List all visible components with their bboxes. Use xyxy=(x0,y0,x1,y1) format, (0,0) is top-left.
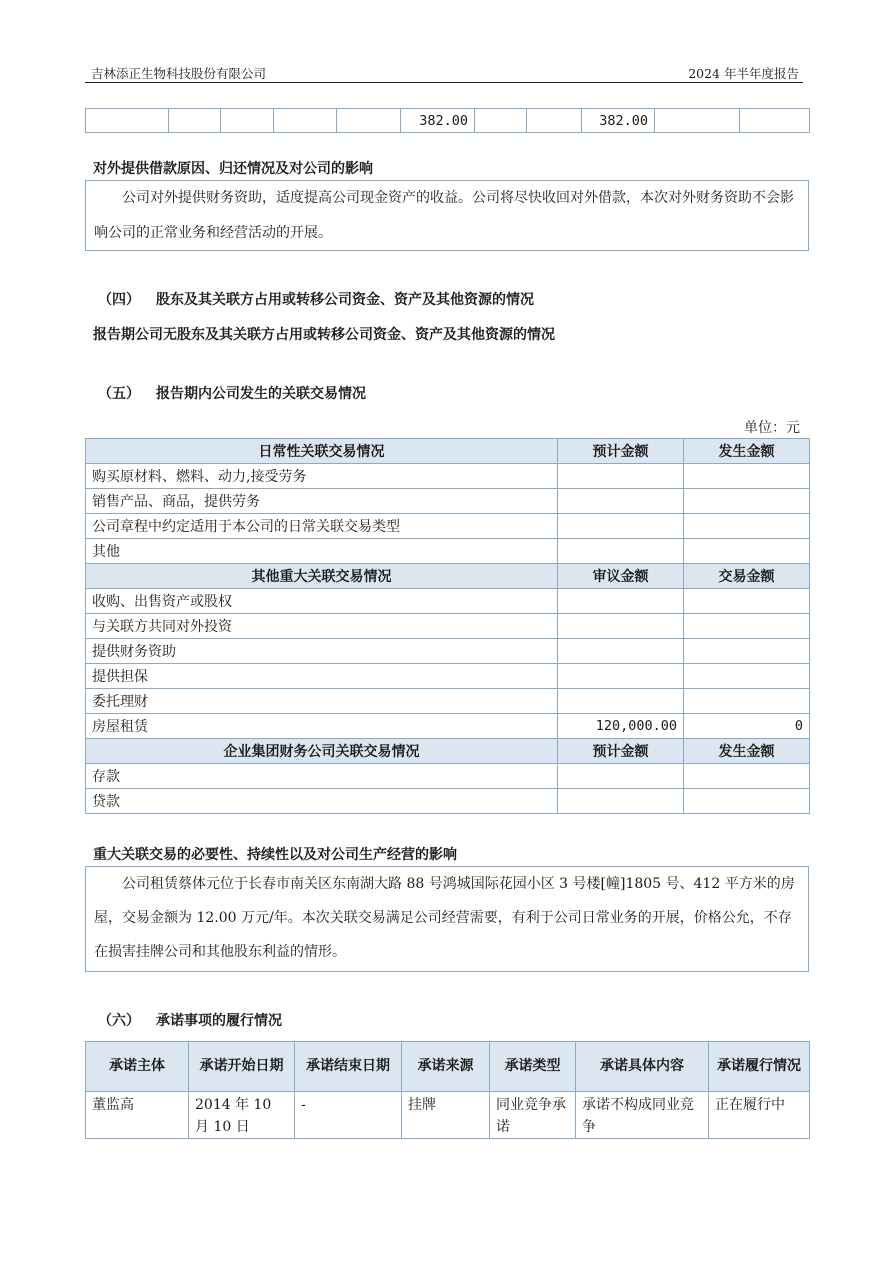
top-cell xyxy=(86,109,169,133)
amount-cell xyxy=(558,789,684,814)
amount-cell xyxy=(684,614,810,639)
section4-statement: 报告期公司无股东及其关联方占用或转移公司资金、资产及其他资源的情况 xyxy=(93,327,555,343)
column-header: 预计金额 xyxy=(558,739,684,764)
section6-number: （六） xyxy=(98,1013,140,1029)
top-cell xyxy=(740,109,810,133)
table-row xyxy=(86,614,810,639)
top-cell xyxy=(655,109,740,133)
page-header xyxy=(85,64,803,83)
row-label: 委托理财 xyxy=(86,689,558,714)
row-label: 购买原材料、燃料、动力,接受劳务 xyxy=(86,464,558,489)
amount-cell: 120,000.00 xyxy=(558,714,684,739)
related-transactions-table xyxy=(85,438,810,814)
row-label: 提供担保 xyxy=(86,664,558,689)
row-label: 公司章程中约定适用于本公司的日常关联交易类型 xyxy=(86,514,558,539)
column-header: 承诺开始日期 xyxy=(189,1042,295,1092)
section4-number: （四） xyxy=(98,292,140,308)
top-cell xyxy=(274,109,337,133)
table-row xyxy=(86,589,810,614)
column-header: 发生金额 xyxy=(684,739,810,764)
table-cell: 董监高 xyxy=(86,1092,189,1139)
section4-title: 股东及其关联方占用或转移公司资金、资产及其他资源的情况 xyxy=(156,292,534,308)
table-row xyxy=(86,764,810,789)
column-header: 其他重大关联交易情况 xyxy=(86,564,558,589)
amount-cell xyxy=(558,689,684,714)
column-header: 承诺来源 xyxy=(402,1042,490,1092)
amount-cell xyxy=(684,589,810,614)
column-header: 承诺主体 xyxy=(86,1042,189,1092)
table-cell: 挂牌 xyxy=(402,1092,490,1139)
table-row xyxy=(86,489,810,514)
company-name: 吉林添正生物科技股份有限公司 xyxy=(91,66,267,81)
table-row xyxy=(86,1092,810,1139)
section4-heading xyxy=(98,289,534,309)
table-row xyxy=(86,664,810,689)
table-cell: 同业竞争承诺 xyxy=(490,1092,576,1139)
amount-cell xyxy=(558,539,684,564)
amount-cell xyxy=(558,464,684,489)
amount-cell xyxy=(558,489,684,514)
column-header: 企业集团财务公司关联交易情况 xyxy=(86,739,558,764)
amount-cell xyxy=(558,589,684,614)
amount-cell xyxy=(558,614,684,639)
loan-section-body: 公司对外提供财务资助，适度提高公司现金资产的收益。公司将尽快收回对外借款，本次对外财务资助不会影响公司的正常业务和经营活动的开展。 xyxy=(85,180,809,251)
top-cell xyxy=(337,109,401,133)
column-header: 日常性关联交易情况 xyxy=(86,439,558,464)
column-header: 承诺类型 xyxy=(490,1042,576,1092)
table-cell: 正在履行中 xyxy=(709,1092,810,1139)
amount-cell xyxy=(684,664,810,689)
row-label: 销售产品、商品，提供劳务 xyxy=(86,489,558,514)
column-header: 承诺结束日期 xyxy=(295,1042,402,1092)
section5-number: （五） xyxy=(98,386,140,402)
table-row xyxy=(86,514,810,539)
amount-cell xyxy=(558,664,684,689)
commitments-table xyxy=(85,1041,810,1139)
amount-cell xyxy=(684,764,810,789)
table-row xyxy=(86,714,810,739)
amount-cell xyxy=(684,789,810,814)
table-header-row xyxy=(86,439,810,464)
section5-title: 报告期内公司发生的关联交易情况 xyxy=(156,386,366,402)
column-header: 发生金额 xyxy=(684,439,810,464)
amount-cell xyxy=(558,764,684,789)
table-header-row xyxy=(86,1042,810,1092)
row-label: 收购、出售资产或股权 xyxy=(86,589,558,614)
loan-section-title: 对外提供借款原因、归还情况及对公司的影响 xyxy=(93,161,373,177)
amount-cell: 0 xyxy=(684,714,810,739)
column-header: 预计金额 xyxy=(558,439,684,464)
top-cell: 382.00 xyxy=(401,109,475,133)
section5-heading xyxy=(98,383,366,403)
top-table xyxy=(85,108,810,133)
amount-cell xyxy=(558,639,684,664)
report-title: 2024 年半年度报告 xyxy=(688,66,799,81)
amount-cell xyxy=(684,464,810,489)
table-header-row xyxy=(86,739,810,764)
amount-cell xyxy=(684,489,810,514)
column-header: 承诺履行情况 xyxy=(709,1042,810,1092)
top-cell xyxy=(527,109,582,133)
top-cell xyxy=(221,109,274,133)
row-label: 其他 xyxy=(86,539,558,564)
impact-section-body: 公司租赁蔡体元位于长春市南关区东南湖大路 88 号鸿城国际花园小区 3 号楼[幢]1805 号、412 平方米的房屋，交易金额为 12.00 万元/年。本次关联交易满足公司经营需要，有利于公司日常业务的开展，价格公允，不存在损害挂牌公司和其他股东利益的情形。 xyxy=(85,866,809,972)
top-cell: 382.00 xyxy=(582,109,655,133)
amount-cell xyxy=(684,639,810,664)
row-label: 房屋租赁 xyxy=(86,714,558,739)
table-row xyxy=(86,689,810,714)
column-header: 审议金额 xyxy=(558,564,684,589)
section6-heading xyxy=(98,1010,282,1030)
amount-cell xyxy=(558,514,684,539)
top-cell xyxy=(169,109,221,133)
table-row xyxy=(86,639,810,664)
table-header-row xyxy=(86,564,810,589)
impact-section-title: 重大关联交易的必要性、持续性以及对公司生产经营的影响 xyxy=(93,847,457,863)
row-label: 存款 xyxy=(86,764,558,789)
column-header: 承诺具体内容 xyxy=(576,1042,709,1092)
table-cell: 2014 年 10 月 10 日 xyxy=(189,1092,295,1139)
unit-label: 单位：元 xyxy=(744,420,800,436)
table-row xyxy=(86,789,810,814)
row-label: 贷款 xyxy=(86,789,558,814)
section6-title: 承诺事项的履行情况 xyxy=(156,1013,282,1029)
top-cell xyxy=(475,109,527,133)
table-cell: 承诺不构成同业竞争 xyxy=(576,1092,709,1139)
row-label: 提供财务资助 xyxy=(86,639,558,664)
amount-cell xyxy=(684,539,810,564)
table-cell: - xyxy=(295,1092,402,1139)
row-label: 与关联方共同对外投资 xyxy=(86,614,558,639)
table-row xyxy=(86,109,810,133)
amount-cell xyxy=(684,514,810,539)
column-header: 交易金额 xyxy=(684,564,810,589)
table-row xyxy=(86,464,810,489)
amount-cell xyxy=(684,689,810,714)
table-row xyxy=(86,539,810,564)
